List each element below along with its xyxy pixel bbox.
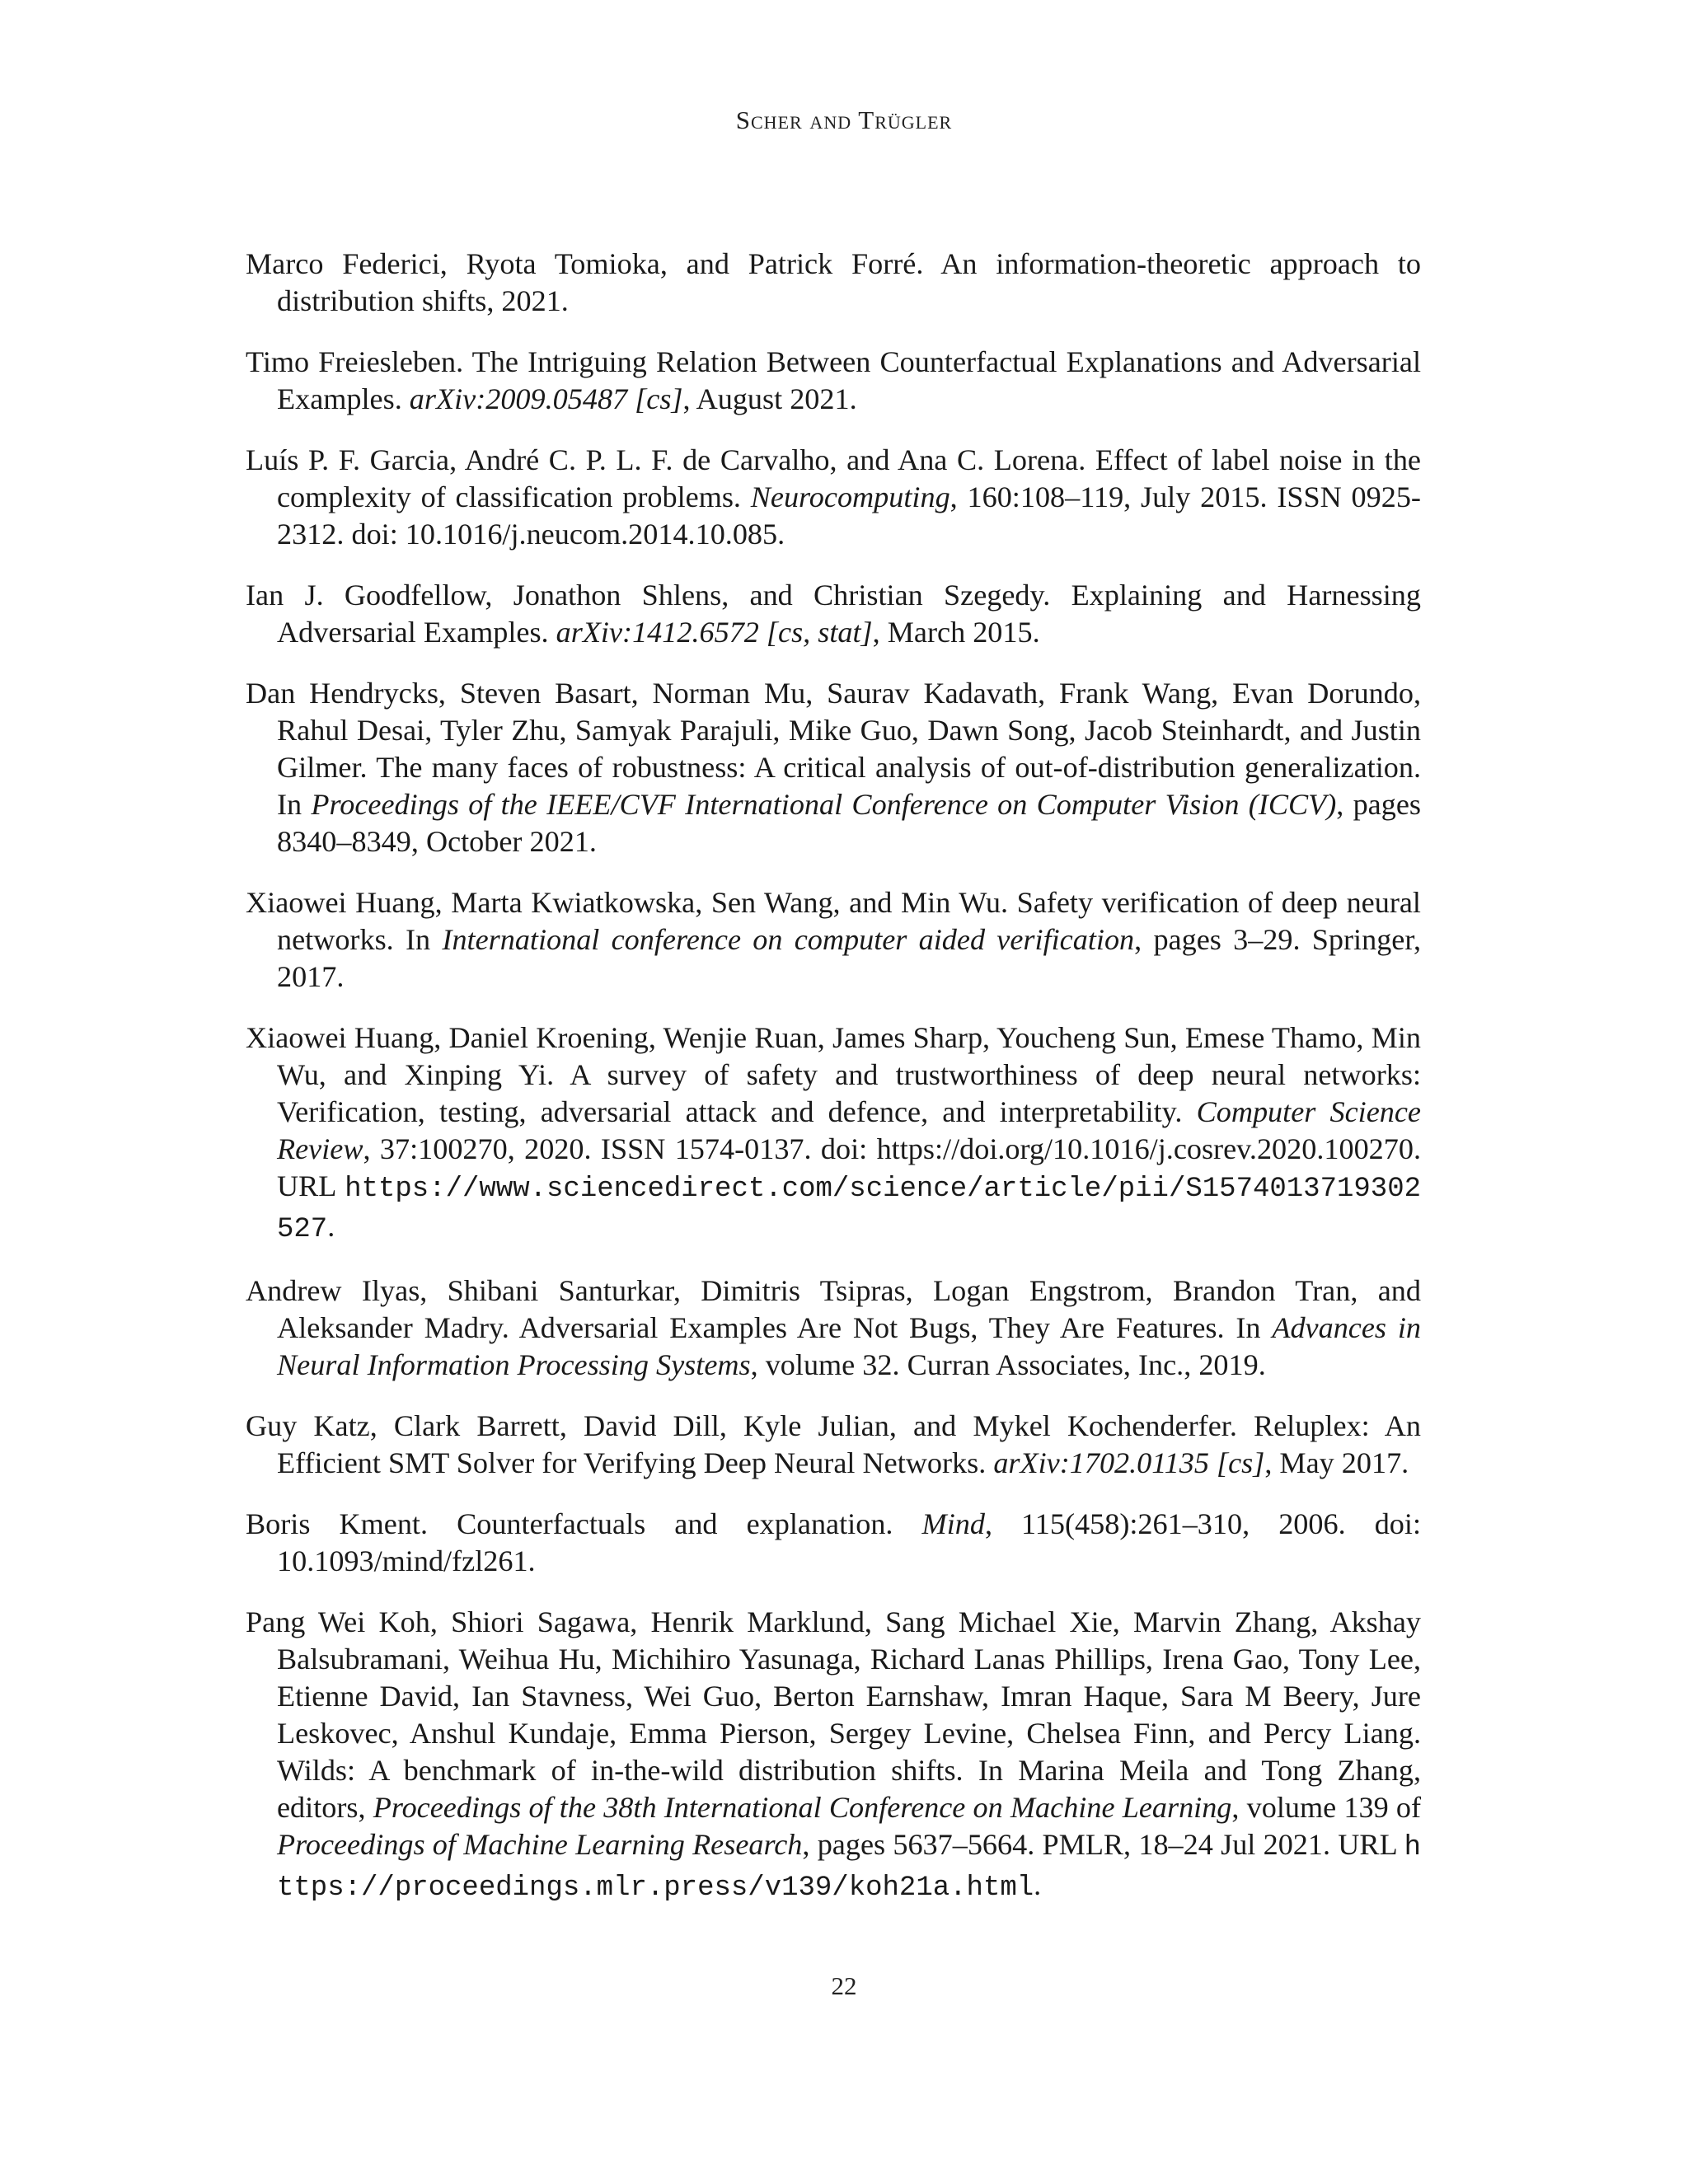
reference-text: , pages 3–29. Springer, 2017. bbox=[277, 923, 1422, 993]
reference-text: , August 2021. bbox=[682, 382, 857, 415]
reference-text: , pages 8340–8349, October 2021. bbox=[277, 788, 1421, 858]
reference-venue: Computer Science Review bbox=[277, 1095, 1421, 1165]
reference-venue: Proceedings of the IEEE/CVF International Conference on Computer Vision (ICCV) bbox=[311, 788, 1337, 821]
reference-text: , March 2015. bbox=[872, 616, 1040, 649]
reference-text: , volume 139 of bbox=[1231, 1791, 1421, 1824]
reference-venue: Proceedings of the 38th International Conference on Machine Learning bbox=[373, 1791, 1232, 1824]
reference-venue: Neurocomputing bbox=[750, 480, 950, 513]
reference-entry bbox=[246, 577, 1421, 651]
reference-venue: Proceedings of Machine Learning Research bbox=[277, 1828, 803, 1861]
reference-text: Ian J. Goodfellow, Jonathon Shlens, and Christian Szegedy. Explaining and Harnessing Adversarial Examples. bbox=[246, 579, 1421, 649]
reference-entry bbox=[246, 675, 1421, 860]
reference-text: Luís P. F. Garcia, André C. P. L. F. de Carvalho, and Ana C. Lorena. Effect of label noise in the complexity of classification problems. bbox=[246, 443, 1421, 513]
reference-entry bbox=[246, 1019, 1421, 1249]
reference-text: , 115(458):261–310, 2006. doi: 10.1093/mind/fzl261. bbox=[277, 1507, 1421, 1577]
reference-entry bbox=[246, 344, 1421, 418]
reference-entry bbox=[246, 1604, 1421, 1907]
reference-venue: arXiv:1412.6572 [cs, stat] bbox=[556, 616, 873, 649]
reference-text: Boris Kment. Counterfactuals and explanation. bbox=[246, 1507, 922, 1540]
reference-text: . bbox=[1034, 1868, 1042, 1901]
reference-text: , May 2017. bbox=[1264, 1446, 1409, 1479]
reference-text: , 37:100270, 2020. ISSN 1574-0137. doi: https://doi.org/10.1016/j.cosrev.2020.100270. URL bbox=[277, 1132, 1421, 1202]
reference-entry bbox=[246, 1506, 1421, 1580]
reference-url: https://www.sciencedirect.com/science/article/pii/S1574013719302527 bbox=[277, 1174, 1421, 1245]
reference-text: . bbox=[327, 1210, 335, 1243]
reference-venue: arXiv:2009.05487 [cs] bbox=[409, 382, 683, 415]
reference-entry bbox=[246, 1408, 1421, 1482]
reference-entry bbox=[246, 884, 1421, 996]
reference-text: Xiaowei Huang, Marta Kwiatkowska, Sen Wang, and Min Wu. Safety verification of deep neural networks. In bbox=[246, 886, 1421, 956]
reference-venue: Mind bbox=[921, 1507, 985, 1540]
reference-text: , pages 5637–5664. PMLR, 18–24 Jul 2021. URL bbox=[802, 1828, 1404, 1861]
reference-url: https://proceedings.mlr.press/v139/koh21a.html bbox=[277, 1832, 1422, 1904]
reference-text: Andrew Ilyas, Shibani Santurkar, Dimitris Tsipras, Logan Engstrom, Brandon Tran, and Aleksander Madry. Adversarial Examples Are Not Bugs, They Are Features. In bbox=[246, 1274, 1421, 1344]
reference-text: Guy Katz, Clark Barrett, David Dill, Kyle Julian, and Mykel Kochenderfer. Reluplex: An Efficient SMT Solver for Verifying Deep Neural Networks. bbox=[246, 1409, 1421, 1479]
reference-text: Xiaowei Huang, Daniel Kroening, Wenjie Ruan, James Sharp, Youcheng Sun, Emese Thamo, Min Wu, and Xinping Yi. A survey of safety and trustworthiness of deep neural networks: Verification, testing, adversarial attack and defence, and interpretability. bbox=[246, 1021, 1421, 1128]
reference-venue: Advances in Neural Information Processing Systems bbox=[277, 1311, 1421, 1381]
running-head: Scher and Trügler bbox=[735, 105, 953, 134]
page-number: 22 bbox=[831, 1971, 857, 2000]
reference-text: , volume 32. Curran Associates, Inc., 2019. bbox=[750, 1348, 1266, 1381]
reference-text: Pang Wei Koh, Shiori Sagawa, Henrik Marklund, Sang Michael Xie, Marvin Zhang, Akshay Balsubramani, Weihua Hu, Michihiro Yasunaga, Richard Lanas Phillips, Irena Gao, Tony Lee, Etienne David, Ian Stavness, Wei Guo, Berton Earnshaw, Imran Haque, Sara M Beery, Jure Leskovec, Anshul Kundaje, Emma Pierson, Sergey Levine, Chelsea Finn, and Percy Liang. Wilds: A benchmark of in-the-wild distribution shifts. In Marina Meila and Tong Zhang, editors, bbox=[246, 1605, 1421, 1824]
reference-list bbox=[246, 246, 1421, 1931]
reference-entry bbox=[246, 442, 1421, 553]
reference-entry bbox=[246, 246, 1421, 320]
reference-text: Dan Hendrycks, Steven Basart, Norman Mu, Saurav Kadavath, Frank Wang, Evan Dorundo, Rahul Desai, Tyler Zhu, Samyak Parajuli, Mike Guo, Dawn Song, Jacob Steinhardt, and Justin Gilmer. The many faces of robustness: A critical analysis of out-of-distribution generalization. In bbox=[246, 677, 1421, 821]
reference-text: Marco Federici, Ryota Tomioka, and Patrick Forré. An information-theoretic approach to distribution shifts, 2021. bbox=[246, 247, 1421, 317]
reference-text: , 160:108–119, July 2015. ISSN 0925-2312. doi: 10.1016/j.neucom.2014.10.085. bbox=[277, 480, 1421, 551]
reference-venue: International conference on computer aided verification bbox=[442, 923, 1135, 956]
reference-text: Timo Freiesleben. The Intriguing Relation Between Counterfactual Explanations and Adversarial Examples. bbox=[246, 345, 1421, 415]
reference-venue: arXiv:1702.01135 [cs] bbox=[993, 1446, 1265, 1479]
reference-entry bbox=[246, 1272, 1421, 1384]
